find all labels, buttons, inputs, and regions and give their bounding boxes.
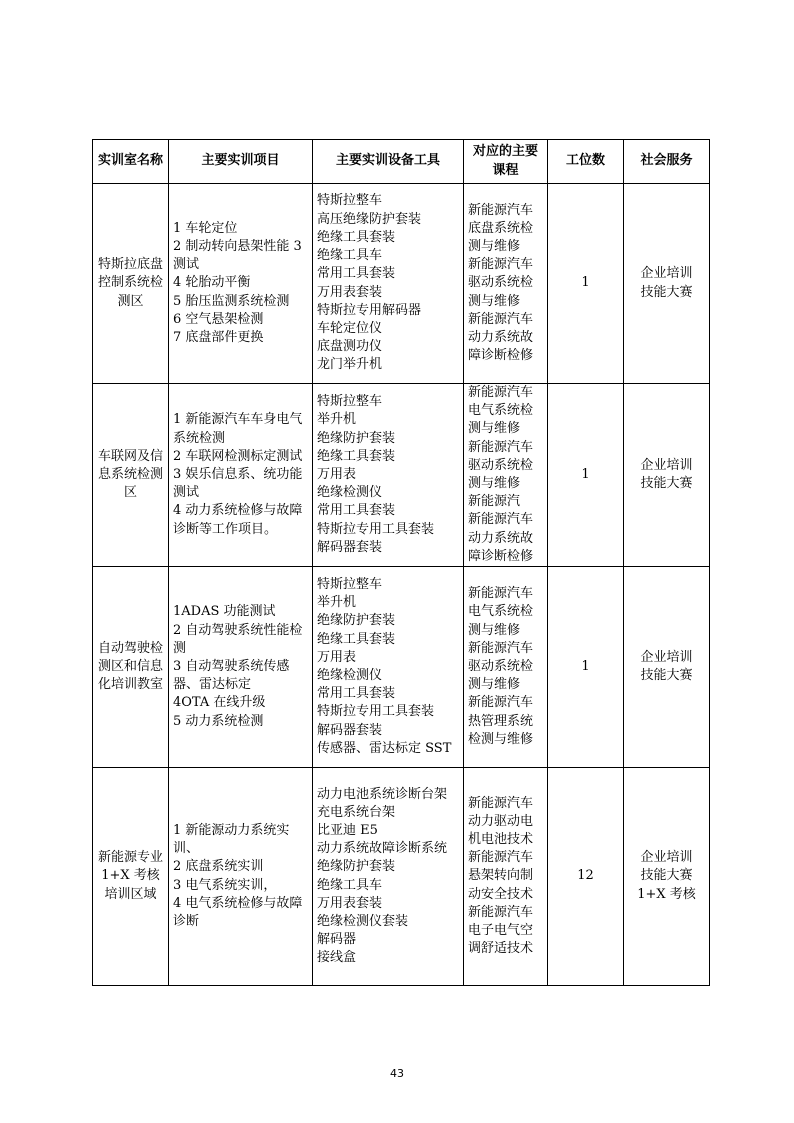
project-item: 6 空气悬架检测 bbox=[173, 311, 264, 327]
project-item: 2 自动驾驶系统性能检测 bbox=[173, 622, 303, 656]
header-stations: 工位数 bbox=[548, 140, 624, 184]
equipment-item: 举升机 bbox=[317, 412, 357, 428]
equipment-item: 绝缘检测仪套装 bbox=[317, 913, 409, 929]
equipment-item: 高压绝缘防护套装 bbox=[317, 211, 422, 227]
equipment-item: 动力电池系统诊断台架 bbox=[317, 786, 448, 802]
course-item: 新能源汽车悬架转向制动安全技术 bbox=[468, 850, 534, 902]
project-item: 4 动力系统检修与故障诊断等工作项目。 bbox=[173, 503, 303, 537]
room-name: 新能源专业 1+X 考核培训区域 bbox=[93, 768, 169, 986]
service-item: 技能大赛 bbox=[640, 476, 693, 492]
equipment-item: 特斯拉整车 bbox=[317, 394, 383, 410]
service-item: 企业培训 bbox=[640, 850, 693, 866]
equipment-item: 比亚迪 E5 bbox=[317, 822, 378, 838]
table-row bbox=[93, 567, 710, 768]
header-equipment: 主要实训设备工具 bbox=[313, 140, 464, 184]
training-room-table bbox=[92, 139, 710, 986]
equipment-item: 举升机 bbox=[317, 595, 357, 611]
header-room: 实训室名称 bbox=[93, 140, 169, 184]
project-item: 5 动力系统检测 bbox=[173, 713, 264, 729]
equipment-item: 绝缘检测仪 bbox=[317, 668, 383, 684]
equipment-item: 特斯拉整车 bbox=[317, 577, 383, 593]
project-item: 3 自动驾驶系统传感器、雷达标定 bbox=[173, 658, 290, 693]
project-item: 1 车轮定位 bbox=[173, 220, 238, 236]
project-item: 3 娱乐信息系、统功能测试 bbox=[173, 466, 303, 501]
project-item: 4 轮胎动平衡 bbox=[173, 275, 251, 291]
course-item: 新能源汽车驱动系统检测与维修 bbox=[468, 640, 534, 693]
equipment-item: 底盘测功仪 bbox=[317, 339, 383, 355]
projects-cell bbox=[169, 768, 313, 986]
equipment-item: 绝缘防护套装 bbox=[317, 430, 396, 446]
equipment-item: 绝缘检测仪 bbox=[317, 485, 383, 501]
equipment-item: 车轮定位仪 bbox=[317, 320, 383, 336]
equipment-item: 特斯拉整车 bbox=[317, 193, 383, 209]
header-courses: 对应的主要课程 bbox=[464, 140, 548, 184]
project-item: 2 车联网检测标定测试 bbox=[173, 448, 303, 464]
equipment-item: 万用表套装 bbox=[317, 284, 383, 300]
course-item: 新能源汽车驱动系统检测与维修 bbox=[468, 439, 534, 492]
course-item: 新能源汽车动力系统故障诊断检修 bbox=[468, 512, 534, 564]
service-item: 企业培训 bbox=[640, 266, 693, 282]
table-row bbox=[93, 384, 710, 567]
stations-cell: 12 bbox=[548, 768, 624, 986]
equipment-item: 特斯拉专用解码器 bbox=[317, 302, 422, 318]
course-item: 新能源汽车动力系统故障诊断检修 bbox=[468, 311, 534, 364]
room-name: 特斯拉底盘控制系统检测区 bbox=[93, 184, 169, 384]
equipment-item: 龙门举升机 bbox=[317, 357, 383, 373]
course-item: 新能源汽车电子电气空调舒适技术 bbox=[468, 904, 534, 957]
service-item: 技能大赛 bbox=[640, 284, 693, 300]
project-item: 1ADAS 功能测试 bbox=[173, 604, 276, 620]
stations-cell: 1 bbox=[548, 184, 624, 384]
courses-cell bbox=[464, 768, 548, 986]
course-item: 新能源汽车电气系统检测与维修 bbox=[468, 385, 534, 437]
service-cell bbox=[624, 768, 710, 986]
stations-cell: 1 bbox=[548, 567, 624, 768]
project-item: 2 底盘系统实训 bbox=[173, 859, 264, 875]
room-name: 自动驾驶检测区和信息化培训教室 bbox=[93, 567, 169, 768]
equipment-item: 常用工具套装 bbox=[317, 503, 396, 519]
service-cell bbox=[624, 184, 710, 384]
equipment-cell bbox=[313, 184, 464, 384]
equipment-item: 万用表 bbox=[317, 649, 357, 665]
equipment-item: 特斯拉专用工具套装 bbox=[317, 704, 435, 720]
service-cell bbox=[624, 384, 710, 567]
equipment-item: 绝缘工具车 bbox=[317, 877, 383, 893]
service-cell bbox=[624, 567, 710, 768]
equipment-item: 解码器套装 bbox=[317, 722, 383, 738]
service-item: 1+X 考核 bbox=[637, 886, 696, 902]
equipment-item: 特斯拉专用工具套装 bbox=[317, 521, 435, 537]
projects-cell bbox=[169, 184, 313, 384]
equipment-item: 常用工具套装 bbox=[317, 266, 396, 282]
table-header-row bbox=[93, 140, 710, 184]
equipment-cell bbox=[313, 384, 464, 567]
course-item: 新能源汽车热管理系统检测与维修 bbox=[468, 695, 534, 747]
equipment-item: 绝缘工具套装 bbox=[317, 631, 396, 647]
project-item: 3 电气系统实训， bbox=[173, 877, 277, 893]
page-number: 43 bbox=[390, 1067, 404, 1080]
equipment-cell bbox=[313, 567, 464, 768]
course-item: 新能源汽车电气系统检测与维修 bbox=[468, 586, 534, 638]
projects-cell bbox=[169, 567, 313, 768]
course-item: 新能源汽车底盘系统检测与维修 bbox=[468, 202, 534, 254]
equipment-cell bbox=[313, 768, 464, 986]
equipment-item: 充电系统台架 bbox=[317, 804, 396, 820]
equipment-item: 传感器、雷达标定 SST bbox=[317, 740, 452, 756]
equipment-item: 绝缘工具套装 bbox=[317, 448, 396, 464]
projects-cell bbox=[169, 384, 313, 567]
equipment-item: 解码器套装 bbox=[317, 539, 383, 555]
header-projects: 主要实训项目 bbox=[169, 140, 313, 184]
equipment-item: 解码器 bbox=[317, 932, 357, 948]
service-item: 企业培训 bbox=[640, 649, 693, 665]
courses-cell bbox=[464, 384, 548, 567]
courses-cell bbox=[464, 567, 548, 768]
service-item: 企业培训 bbox=[640, 457, 693, 473]
project-item: 5 胎压监测系统检测 bbox=[173, 293, 290, 309]
project-item: 2 制动转向悬架性能 3 测试 bbox=[173, 238, 302, 273]
course-item: 新能源汽车动力驱动电机电池技术 bbox=[468, 795, 534, 848]
stations-cell: 1 bbox=[548, 384, 624, 567]
project-item: 4 电气系统检修与故障诊断 bbox=[173, 895, 303, 929]
equipment-item: 接线盒 bbox=[317, 950, 357, 966]
equipment-item: 万用表 bbox=[317, 466, 357, 482]
project-item: 1 新能源动力系统实训、 bbox=[173, 822, 290, 857]
equipment-item: 常用工具套装 bbox=[317, 686, 396, 702]
equipment-item: 绝缘工具车 bbox=[317, 248, 383, 264]
service-item: 技能大赛 bbox=[640, 868, 693, 884]
equipment-item: 绝缘工具套装 bbox=[317, 229, 396, 245]
project-item: 1 新能源汽车车身电气系统检测 bbox=[173, 412, 303, 446]
table-row bbox=[93, 768, 710, 986]
table-row bbox=[93, 184, 710, 384]
project-item: 7 底盘部件更换 bbox=[173, 330, 264, 345]
service-item: 技能大赛 bbox=[640, 668, 693, 684]
equipment-item: 动力系统故障诊断系统 bbox=[317, 841, 448, 857]
header-service: 社会服务 bbox=[624, 140, 710, 184]
equipment-item: 万用表套装 bbox=[317, 895, 383, 911]
project-item: 4OTA 在线升级 bbox=[173, 695, 266, 711]
course-item: 新能源汽车驱动系统检测与维修 bbox=[468, 257, 534, 309]
equipment-item: 绝缘防护套装 bbox=[317, 859, 396, 875]
course-item: 新能源汽 bbox=[468, 494, 521, 510]
courses-cell bbox=[464, 184, 548, 384]
equipment-item: 绝缘防护套装 bbox=[317, 613, 396, 629]
room-name: 车联网及信息系统检测区 bbox=[93, 384, 169, 567]
